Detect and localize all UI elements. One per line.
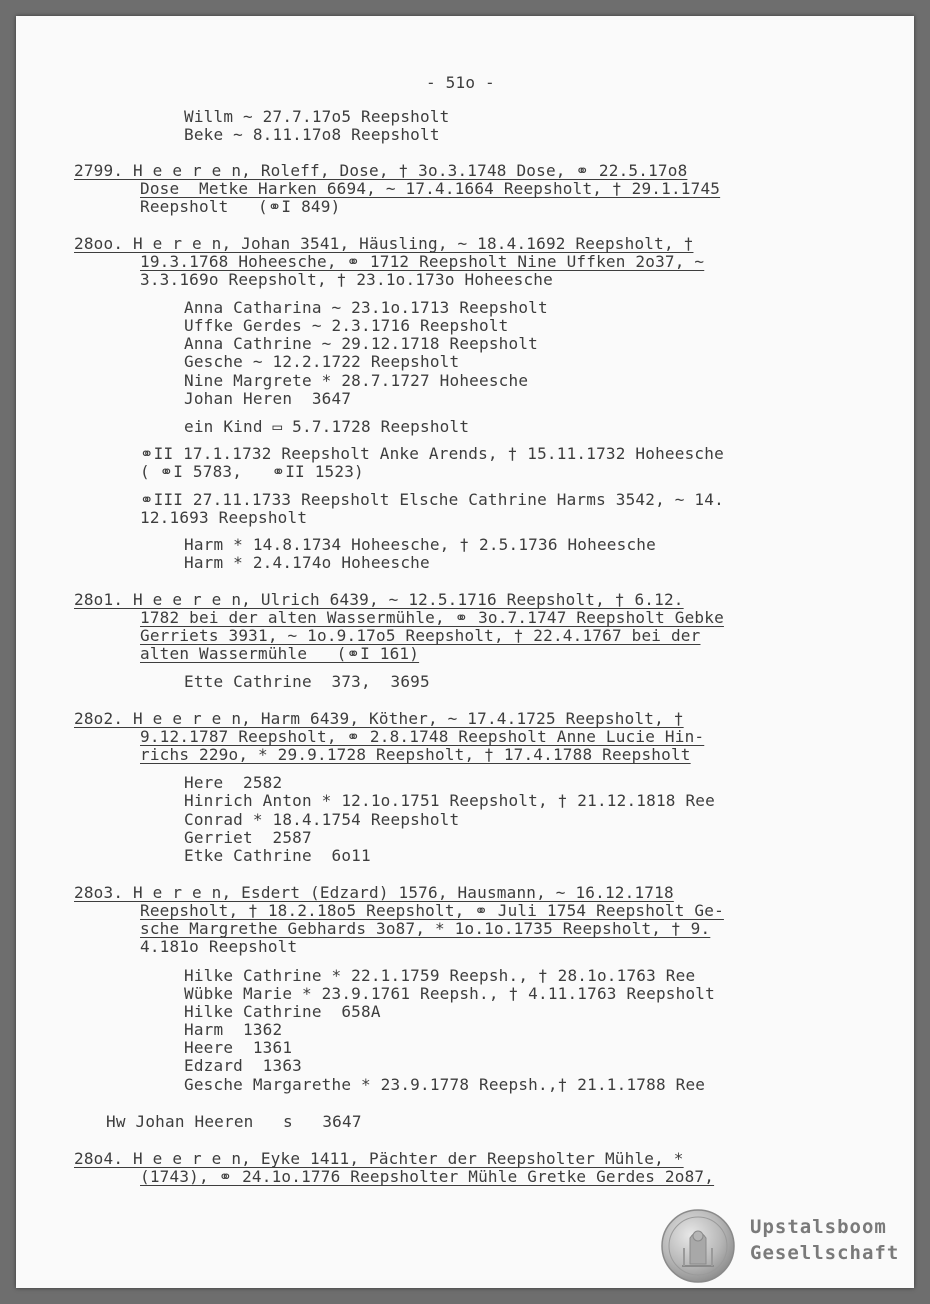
brand-name-line2: Gesellschaft xyxy=(750,1242,900,1264)
marriage-line: ⚭II 17.1.1732 Reepsholt Anke Arends, † 15.11.1732 Hoheesche xyxy=(140,444,724,463)
entry-heading: 28oo. H e r e n, Johan 3541, Häusling, ~ 18.4.1692 Reepsholt, † xyxy=(74,234,694,253)
text-line: 19.3.1768 Hoheesche, ⚭ 1712 Reepsholt Nine Uffken 2o37, ~ xyxy=(140,252,705,271)
text-line: ( ⚭I 5783, ⚭II 1523) xyxy=(140,462,364,481)
text-line: 3.3.169o Reepsholt, † 23.1o.173o Hoheesche xyxy=(140,270,553,289)
text-line: sche Margrethe Gebhards 3o87, * 1o.1o.1735 Reepsholt, † 9. xyxy=(140,919,711,938)
text-line: (1743), ⚭ 24.1o.1776 Reepsholter Mühle Gretke Gerdes 2o87, xyxy=(140,1167,715,1186)
text-line: richs 229o, * 29.9.1728 Reepsholt, † 17.4.1788 Reepsholt xyxy=(140,745,691,764)
seal-icon xyxy=(660,1208,736,1284)
entry-heading: 28o3. H e r e n, Esdert (Edzard) 1576, Hausmann, ~ 16.12.1718 xyxy=(74,883,674,902)
text-line: Reepsholt, † 18.2.18o5 Reepsholt, ⚭ Juli 1754 Reepsholt Ge- xyxy=(140,901,724,920)
entry-heading: 28o2. H e e r e n, Harm 6439, Köther, ~ 17.4.1725 Reepsholt, † xyxy=(74,709,684,728)
entry-heading: 2799. H e e r e n, Roleff, Dose, † 3o.3.1748 Dose, ⚭ 22.5.17o8 xyxy=(74,161,688,180)
child-line: Etke Cathrine 6o11 xyxy=(184,846,371,865)
child-line: Hilke Cathrine 658A xyxy=(184,1002,381,1021)
text-line: Dose Metke Harken 6694, ~ 17.4.1664 Reepsholt, † 29.1.1745 xyxy=(140,179,721,198)
child-line: Conrad * 18.4.1754 Reepsholt xyxy=(184,810,460,829)
child-line: Uffke Gerdes ~ 2.3.1716 Reepsholt xyxy=(184,316,509,335)
text-line: Willm ~ 27.7.17o5 Reepsholt xyxy=(184,107,450,126)
text-line: alten Wassermühle (⚭I 161) xyxy=(140,644,420,663)
child-line: Ette Cathrine 373, 3695 xyxy=(184,672,430,691)
child-line: Hinrich Anton * 12.1o.1751 Reepsholt, † 21.12.1818 Ree xyxy=(184,791,715,810)
child-line: Here 2582 xyxy=(184,773,283,792)
child-line: Nine Margrete * 28.7.1727 Hoheesche xyxy=(184,371,529,390)
child-line: Harm * 14.8.1734 Hoheesche, † 2.5.1736 Hoheesche xyxy=(184,535,656,554)
child-line: Anna Cathrine ~ 29.12.1718 Reepsholt xyxy=(184,334,538,353)
marriage-line: ⚭III 27.11.1733 Reepsholt Elsche Cathrine Harms 3542, ~ 14. xyxy=(140,490,724,509)
child-line: Hilke Cathrine * 22.1.1759 Reepsh., † 28.1o.1763 Ree xyxy=(184,966,696,985)
child-line: Heere 1361 xyxy=(184,1038,293,1057)
text-line: 4.181o Reepsholt xyxy=(140,937,298,956)
text-line: Reepsholt (⚭I 849) xyxy=(140,197,341,216)
child-line: ein Kind ▭ 5.7.1728 Reepsholt xyxy=(184,417,470,436)
text-line: Beke ~ 8.11.17o8 Reepsholt xyxy=(184,125,440,144)
child-line: Gesche Margarethe * 23.9.1778 Reepsh.,† 21.1.1788 Ree xyxy=(184,1075,706,1094)
text-line: 9.12.1787 Reepsholt, ⚭ 2.8.1748 Reepsholt Anne Lucie Hin- xyxy=(140,727,705,746)
child-line: Harm * 2.4.174o Hoheesche xyxy=(184,553,430,572)
child-line: Harm 1362 xyxy=(184,1020,283,1039)
child-line: Wübke Marie * 23.9.1761 Reepsh., † 4.11.1763 Reepsholt xyxy=(184,984,715,1003)
text-line: 12.1693 Reepsholt xyxy=(140,508,308,527)
child-line: Gesche ~ 12.2.1722 Reepsholt xyxy=(184,352,460,371)
entry-heading: 28o1. H e e r e n, Ulrich 6439, ~ 12.5.1716 Reepsholt, † 6.12. xyxy=(74,590,684,609)
text-line: Hw Johan Heeren s 3647 xyxy=(106,1112,362,1131)
text-line: Gerriets 3931, ~ 1o.9.17o5 Reepsholt, † 22.4.1767 bei der xyxy=(140,626,701,645)
brand-name-line1: Upstalsboom xyxy=(750,1216,887,1238)
page-number: - 51o - xyxy=(426,73,495,92)
child-line: Anna Catharina ~ 23.1o.1713 Reepsholt xyxy=(184,298,548,317)
child-line: Edzard 1363 xyxy=(184,1056,302,1075)
child-line: Gerriet 2587 xyxy=(184,828,312,847)
child-line: Johan Heren 3647 xyxy=(184,389,352,408)
entry-heading: 28o4. H e e r e n, Eyke 1411, Pächter der Reepsholter Mühle, * xyxy=(74,1149,684,1168)
text-line: 1782 bei der alten Wassermühle, ⚭ 3o.7.1747 Reepsholt Gebke xyxy=(140,608,724,627)
document-page xyxy=(16,16,914,1288)
